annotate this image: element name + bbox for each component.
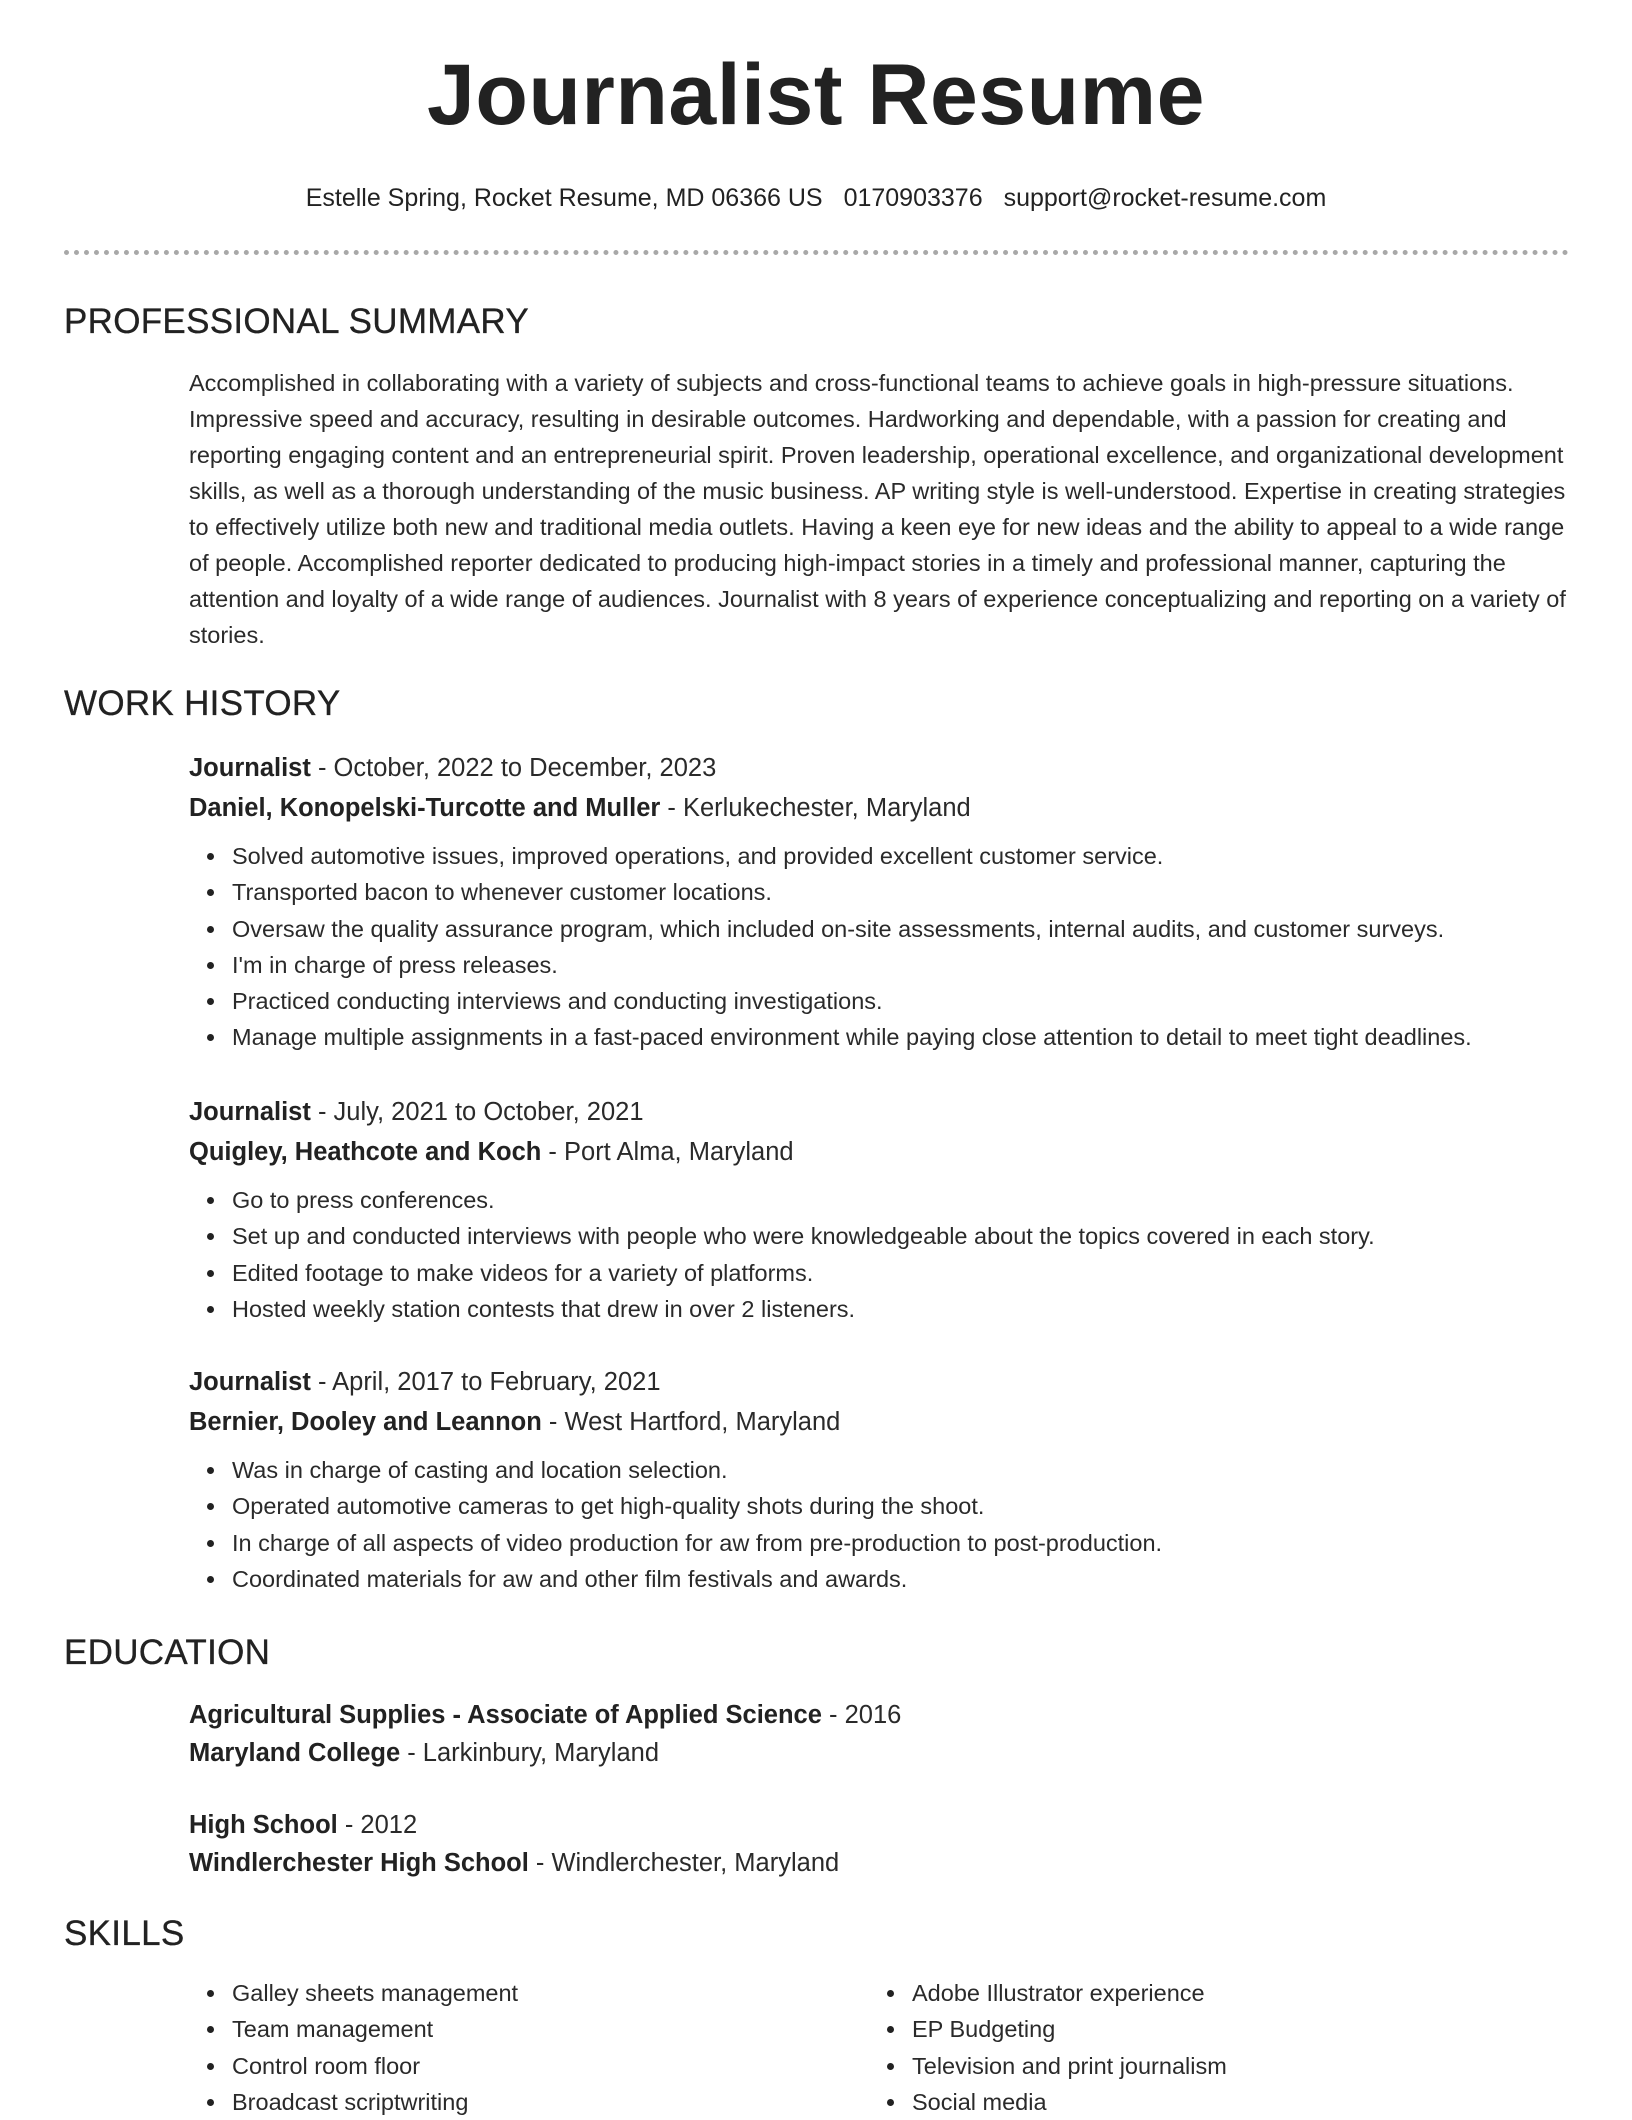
education-school: Windlerchester High School (189, 1849, 529, 1877)
skill-item: Social media (912, 2084, 1509, 2120)
skills-column-right (869, 1975, 1509, 2120)
skill-item: Control room floor (232, 2048, 829, 2084)
list-item: Hosted weekly station contests that drew in over 2 listeners. (232, 1291, 1569, 1327)
list-item: Edited footage to make videos for a variety of platforms. (232, 1255, 1569, 1291)
job-entry (189, 1362, 1569, 1597)
skill-item: Television and print journalism (912, 2048, 1509, 2084)
job-company-line (189, 1132, 1569, 1172)
section-heading-education: EDUCATION (64, 1633, 271, 1672)
section-heading-summary: PROFESSIONAL SUMMARY (64, 302, 529, 341)
contact-line (0, 183, 1632, 213)
job-dates: - July, 2021 to October, 2021 (310, 1098, 644, 1126)
job-bullets (189, 1452, 1569, 1597)
contact-address: Estelle Spring, Rocket Resume, MD 06366 US (305, 184, 823, 212)
job-location: - Port Alma, Maryland (541, 1138, 794, 1166)
list-item: Coordinated materials for aw and other film festivals and awards. (232, 1561, 1569, 1597)
education-school-line (189, 1844, 1569, 1882)
list-item: Was in charge of casting and location selection. (232, 1452, 1569, 1488)
education-location: - Windlerchester, Maryland (528, 1849, 840, 1877)
job-company: Daniel, Konopelski-Turcotte and Muller (189, 794, 661, 822)
job-dates: - April, 2017 to February, 2021 (310, 1368, 661, 1396)
education-degree-line (189, 1696, 1569, 1734)
section-heading-work-history: WORK HISTORY (64, 684, 341, 723)
job-bullets (189, 1182, 1569, 1327)
job-entry (189, 748, 1569, 1056)
job-company: Bernier, Dooley and Leannon (189, 1408, 542, 1436)
header-divider (64, 250, 1569, 255)
list-item: Operated automotive cameras to get high-quality shots during the shoot. (232, 1488, 1569, 1524)
skills-list-left (189, 1975, 829, 2120)
education-year: - 2012 (337, 1811, 418, 1839)
skills-column-left (189, 1975, 829, 2120)
skill-item: Galley sheets management (232, 1975, 829, 2011)
skill-item: Adobe Illustrator experience (912, 1975, 1509, 2011)
job-title: Journalist (189, 1098, 311, 1126)
resume-title: Journalist Resume (427, 47, 1205, 143)
job-entry (189, 1092, 1569, 1327)
job-company: Quigley, Heathcote and Koch (189, 1138, 542, 1166)
education-degree: Agricultural Supplies - Associate of Applied Science (189, 1701, 822, 1729)
skill-item: EP Budgeting (912, 2011, 1509, 2047)
job-dates: - October, 2022 to December, 2023 (310, 754, 717, 782)
education-year: - 2016 (821, 1701, 902, 1729)
skill-item: Broadcast scriptwriting (232, 2084, 829, 2120)
job-title: Journalist (189, 754, 311, 782)
education-school: Maryland College (189, 1739, 401, 1767)
job-title-line (189, 1092, 1569, 1132)
job-company-line (189, 788, 1569, 828)
job-title: Journalist (189, 1368, 311, 1396)
list-item: Manage multiple assignments in a fast-paced environment while paying close attention to detail to meet tight deadlines. (232, 1019, 1569, 1055)
list-item: Solved automotive issues, improved operations, and provided excellent customer service. (232, 838, 1569, 874)
list-item: Go to press conferences. (232, 1182, 1569, 1218)
education-degree: High School (189, 1811, 338, 1839)
job-company-line (189, 1402, 1569, 1442)
education-school-line (189, 1734, 1569, 1772)
job-title-line (189, 748, 1569, 788)
education-entry (189, 1696, 1569, 1772)
job-location: - West Hartford, Maryland (541, 1408, 841, 1436)
list-item: Set up and conducted interviews with people who were knowledgeable about the topics covered in each story. (232, 1218, 1569, 1254)
list-item: I'm in charge of press releases. (232, 947, 1569, 983)
list-item: Practiced conducting interviews and conducting investigations. (232, 983, 1569, 1019)
list-item: In charge of all aspects of video production for aw from pre-production to post-production. (232, 1525, 1569, 1561)
contact-phone: 0170903376 (843, 184, 983, 212)
job-title-line (189, 1362, 1569, 1402)
contact-email[interactable]: support@rocket-resume.com (1003, 184, 1327, 212)
education-location: - Larkinbury, Maryland (400, 1739, 660, 1767)
list-item: Oversaw the quality assurance program, which included on-site assessments, internal audits, and customer surveys. (232, 911, 1569, 947)
education-entry (189, 1806, 1569, 1882)
job-location: - Kerlukechester, Maryland (660, 794, 971, 822)
education-degree-line (189, 1806, 1569, 1844)
skills-list-right (869, 1975, 1509, 2120)
summary-text: Accomplished in collaborating with a variety of subjects and cross-functional teams to achieve goals in high-pressure situations. Impressive speed and accuracy, resulting in desirable outcomes. Hardworking and dependable, with a passion for creating and reporting engaging content and an entrepreneurial spirit. Proven leadership, operational excellence, and organizational development skills, as well as a thorough understanding of the music business. AP writing style is well-understood. Expertise in creating strategies to effectively utilize both new and traditional media outlets. Having a keen eye for new ideas and the ability to appeal to a wide range of people. Accomplished reporter dedicated to producing high-impact stories in a timely and professional manner, capturing the attention and loyalty of a wide range of audiences. Journalist with 8 years of experience conceptualizing and reporting on a variety of stories. (189, 370, 1566, 648)
job-bullets (189, 838, 1569, 1056)
list-item: Transported bacon to whenever customer locations. (232, 874, 1569, 910)
skill-item: Team management (232, 2011, 829, 2047)
section-heading-skills: SKILLS (64, 1914, 185, 1953)
